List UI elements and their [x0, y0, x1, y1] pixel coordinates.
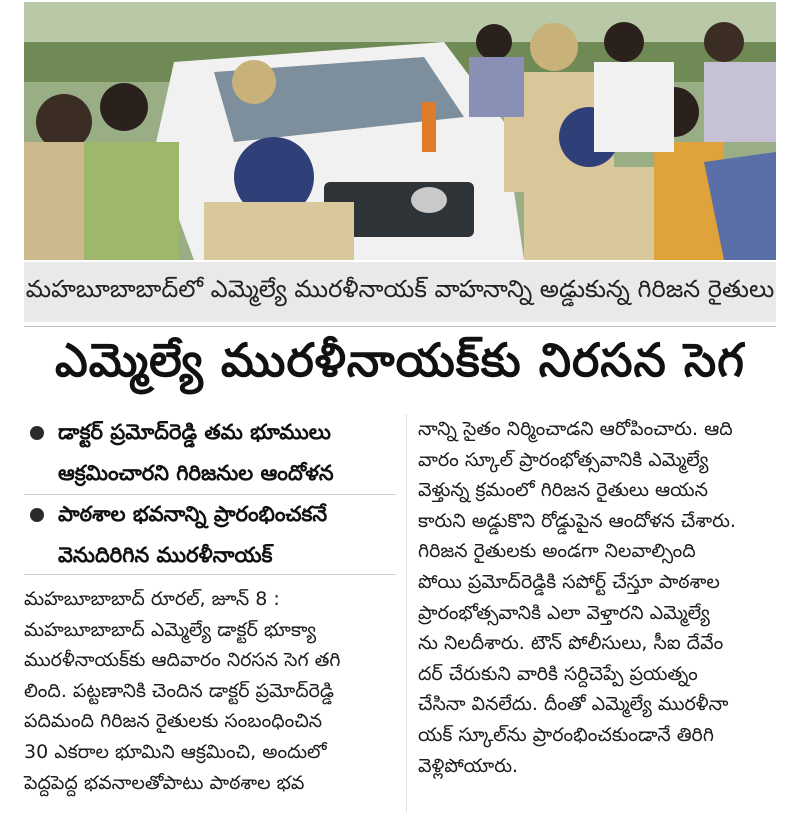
- body-line: మహబూబాబాద్ రూరల్, జూన్ 8 :: [24, 588, 280, 610]
- body-column-right: [418, 414, 776, 781]
- body-line: చేసినా వినలేదు. దీంతో ఎమ్మెల్యే మురళీనా: [418, 693, 729, 716]
- body-line: ను నిలదీశారు. టౌన్ పోలీసులు, సీఐ దేవేం: [418, 632, 724, 655]
- bullet-icon: [30, 426, 44, 440]
- body-line: పదిమంది గిరిజన రైతులకు సంబంధించిన: [24, 710, 323, 733]
- body-line: యక్ స్కూల్‌ను ప్రారంభించకుండానే తిరిగి: [418, 723, 714, 746]
- body-line: 30 ఎకరాల భూమిని ఆక్రమించి, అందులో: [24, 740, 327, 763]
- subhead-line: ఆక్రమించారని గిరిజనుల ఆందోళన: [58, 461, 334, 485]
- body-line: వారం స్కూల్ ప్రారంభోత్సవానికి ఎమ్మెల్యే: [418, 448, 709, 471]
- bullet-icon: [30, 508, 44, 522]
- news-photo: [24, 2, 776, 260]
- news-photo-icon: [24, 2, 776, 260]
- body-line: మురళీనాయక్‌కు ఆదివారం నిరసన సెగ తగి: [24, 649, 341, 672]
- body-line: దర్ చేరుకుని వారికి సర్దిచెప్పే ప్రయత్నం: [418, 662, 698, 685]
- body-line: గిరిజన రైతులకు అండగా నిలవాల్సింది: [418, 540, 696, 563]
- body-line: పోయి ప్రమోద్‌రెడ్డికి సపోర్ట్ చేస్తూ పాఠశాల: [418, 570, 720, 593]
- divider: [24, 574, 396, 575]
- body-line: వెళ్తున్న క్రమంలో గిరిజన రైతులు ఆయన: [418, 479, 708, 502]
- column-divider: [406, 414, 407, 812]
- body-line: ప్రారంభోత్సవానికి ఎలా వెళ్తారని ఎమ్మెల్యే: [418, 601, 710, 624]
- photo-caption: మహబూబాబాద్‌లో ఎమ్మెల్యే మురళీనాయక్ వాహనాన్ని అడ్డుకున్న గిరిజన రైతులు: [24, 262, 776, 322]
- body-line: మహబూబాబాద్ ఎమ్మెల్యే డాక్టర్ భూక్యా: [24, 618, 317, 641]
- body-line: పెద్దపెద్ద భవనాలతోపాటు పాఠశాల భవ: [24, 771, 305, 794]
- body-line: వెళ్లిపోయారు.: [418, 754, 519, 777]
- body-column-left: [24, 584, 396, 798]
- subhead-line: వెనుదిరిగిన మురళీనాయక్: [58, 543, 273, 567]
- subhead-line: డాక్టర్ ప్రమోద్‌రెడ్డి తమ భూములు: [58, 420, 331, 444]
- body-line: నాన్ని సైతం నిర్మించాడని ఆరోపించారు. ఆది: [418, 418, 733, 440]
- subhead-line: పాఠశాల భవనాన్ని ప్రారంభించకనే: [58, 502, 328, 526]
- divider: [24, 326, 776, 327]
- headline: ఎమ్మెల్యే మురళీనాయక్‌కు నిరసన సెగ: [55, 333, 745, 387]
- subhead-2: [24, 494, 396, 576]
- body-line: లింది. పట్టణానికి చెందిన డాక్టర్ ప్రమోద్‌రెడ్డి: [24, 679, 334, 702]
- subhead-1: [24, 412, 396, 494]
- body-line: కారుని అడ్డుకొని రోడ్డుపైన ఆందోళన చేశారు.: [418, 509, 736, 532]
